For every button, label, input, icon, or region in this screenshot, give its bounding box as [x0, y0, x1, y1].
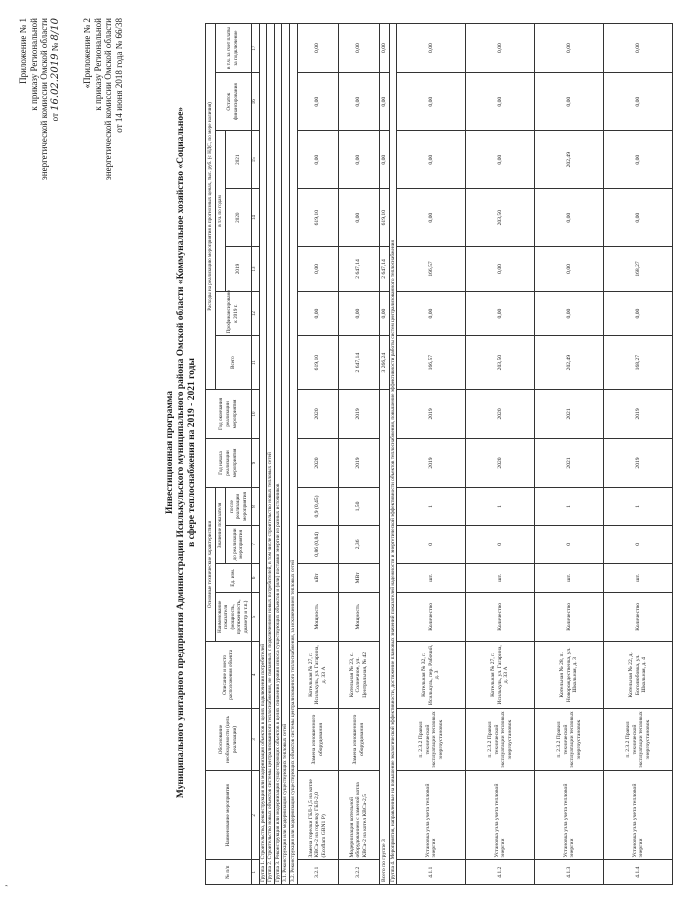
program-title — [165, 60, 198, 845]
table-row: 4.1.3 Установка узла учета тепловой энергии п. 2.3.2 Правил технической эксплуатации тепловых энергоустановок Котельная № 28, п. Новорождественка, ул. Школьная, д. 3 Количество шт. 0 1 2021 2021 202,49 0,00 0,00 0,00 202,49 0,00 0,00 — [535, 24, 604, 885]
header-financed-before: Профинансировано к 2019 г. — [215, 291, 251, 336]
group-3-label: Группа 3. Реконструкция или модернизация существующих объектов в целях снижения уровня износа существующих объектов и (или) поставки энергии из разных источников — [274, 24, 282, 885]
header-tp-unit: Ед. изм. — [215, 563, 251, 592]
header-tp-value: Значение показателя — [215, 488, 226, 564]
group-3-1-label: 3.1. Реконструкция или модернизация существующих тепловых сетей — [282, 24, 290, 885]
header-in-years: в т.ч. по годам — [215, 131, 226, 292]
header-justification: Обоснование необходимости (цель реализации) — [206, 708, 252, 770]
header-finance: Расходы на реализацию мероприятия в прогнозных ценах, тыс. руб. (с НДС, по мере наличия) — [206, 24, 216, 390]
header-name: Наименование мероприятия — [206, 771, 252, 860]
group-4-label: Группа 4. Мероприятия, направленные на повышение экологической эффективности, достижение плановых значений показателей надежности и энергетической эффективности объектов теплоснабжения, повышение эффективности работы систем централизованного теплоснабжения — [389, 24, 397, 885]
appendix-2-order: к приказу Региональной — [92, 18, 103, 111]
table-row: 4.1.1 Установка узла учета тепловой энергии п. 2.3.2 Правил технической эксплуатации тепловых энергоустановок Котельная № 32, г. Исилькуль, пер. Рабочий, д. 3 Количество шт. 0 1 2019 2019 166,57 0,00 166,57 0,00 0,00 0,00 0,00 — [397, 24, 466, 885]
subtotal-row: Всего по группе 3 3 266,24 0,00 2 647,14 619,10 0,00 0,00 0,00 — [379, 24, 389, 885]
header-year-2021: 2021 — [226, 131, 251, 189]
group-3-2-label: 3.2. Реконструкция или модернизация существующих объектов системы централизованного теплоснабжения, за исключением тепловых сетей — [289, 24, 297, 885]
investment-table — [205, 23, 673, 885]
subtotal-label: Всего по группе 3 — [379, 389, 389, 884]
corner-mark: ’ — [4, 884, 13, 887]
header-end-year: Год окончания реализации мероприятия — [206, 389, 252, 438]
appendix-1-order: к приказу Региональной — [28, 18, 39, 111]
column-numbers-row: 1 2 3 4 5 6 7 8 9 10 11 12 13 14 15 16 17 — [251, 24, 259, 885]
table-row: 4.1.4 Установка узла учета тепловой энергии п. 2.3.2 Правил технической эксплуатации тепловых энергоустановок Котельная № 22, д. Боголюбовка, ул. Школьная, д. 4 Количество шт. 0 1 2019 2019 168,27 0,00 168,27 0,00 0,00 0,00 0,00 — [604, 24, 673, 885]
appendix-2-header — [82, 18, 124, 180]
header-no: № п/п — [206, 860, 252, 885]
appendix-2-title: «Приложение № 2 — [82, 18, 92, 89]
header-incl-borrowed: в т.ч. за счет платы за подключение — [215, 24, 251, 73]
title-line-2: Муниципального унитарного предприятия Администрации Исилькульского муниципального района Омской области «Коммунальное хозяйство «Социальное» — [176, 106, 186, 799]
appendix-1-commission: энергетической комиссии Омской области — [39, 18, 49, 181]
header-year-2020: 2020 — [226, 189, 251, 247]
header-tp-name: Наименование показателя (мощность, протяженность, диаметр и т.п.) — [215, 592, 251, 641]
group-2-label: Группа 2. Строительство новых объектов системы централизованного теплоснабжения, не связанных с подключением новых потребителей, в том числе строительство новых тепловых сетей — [267, 24, 275, 885]
appendix-2-commission: энергетической комиссии Омской области — [103, 18, 113, 181]
appendix-1-date-line: от 16.02.2019 № 8/10 — [49, 18, 61, 122]
table-row: 3.2.1 Замена горелки ГБЛ-1,5 на котле КВСа-2 на горелку ГБЛ-2,0 (Ecoflam GBN1 Р) Замена изношенного оборудования Котельная № 27, г. Исилькуль, ул. Гагарина, д. 33 А Мощность кВт 0,86 (0,84) 0,9 (0,45) 2020 2020 619,10 0,00 0,00 619,10 0,00 0,00 0,00 — [297, 24, 338, 885]
header-remaining: Остаток финансирования — [215, 73, 251, 131]
handwritten-number: 8/10 — [49, 18, 61, 41]
header-tp-before: до реализации мероприятия — [226, 525, 251, 563]
handwritten-date: 16.02.2019 — [49, 53, 61, 111]
header-tech-params: Основные технические характеристики — [206, 488, 216, 642]
appendix-2-date: от 14 июня 2018 года № 66/38 — [113, 18, 124, 133]
header-start-year: Год начала реализации мероприятия — [206, 438, 252, 487]
appendix-1-title: Приложение № 1 — [18, 18, 28, 84]
table-row: 3.2.2 Модернизация котельной оборудованием с заменой котла КВСа-2 на котел КВСа-2,5 Замена изношенного оборудования Котельная № 23, с. Солнечное, ул. Центральная, № 42 Мощность МВт 2,36 1,50 2019 2019 2 647,14 0,00 2 647,14 0,00 0,00 0,00 0,00 — [338, 24, 379, 885]
title-line-1: Инвестиционная программа — [165, 390, 175, 515]
header-year-2019: 2019 — [226, 247, 251, 292]
header-total: Всего — [215, 336, 251, 390]
header-location: Описание и место расположения объекта — [206, 641, 252, 708]
table-row: 4.1.2 Установка узла учета тепловой энергии п. 2.3.2 Правил технической эксплуатации тепловых энергоустановок Котельная № 27, г. Исилькуль, ул. Гагарина, д. 33 А Количество шт. 0 1 2020 2020 203,50 0,00 0,00 203,50 0,00 0,00 0,00 — [466, 24, 535, 885]
header-tp-after: после реализации мероприятия — [226, 488, 251, 526]
group-1-label: Группа 1. Строительство, реконструкция или модернизация объектов в целях подключения потребителей — [259, 24, 267, 885]
appendix-1-header — [18, 18, 61, 180]
title-line-3: в сфере теплоснабжения на 2019 - 2021 годы — [187, 358, 197, 547]
